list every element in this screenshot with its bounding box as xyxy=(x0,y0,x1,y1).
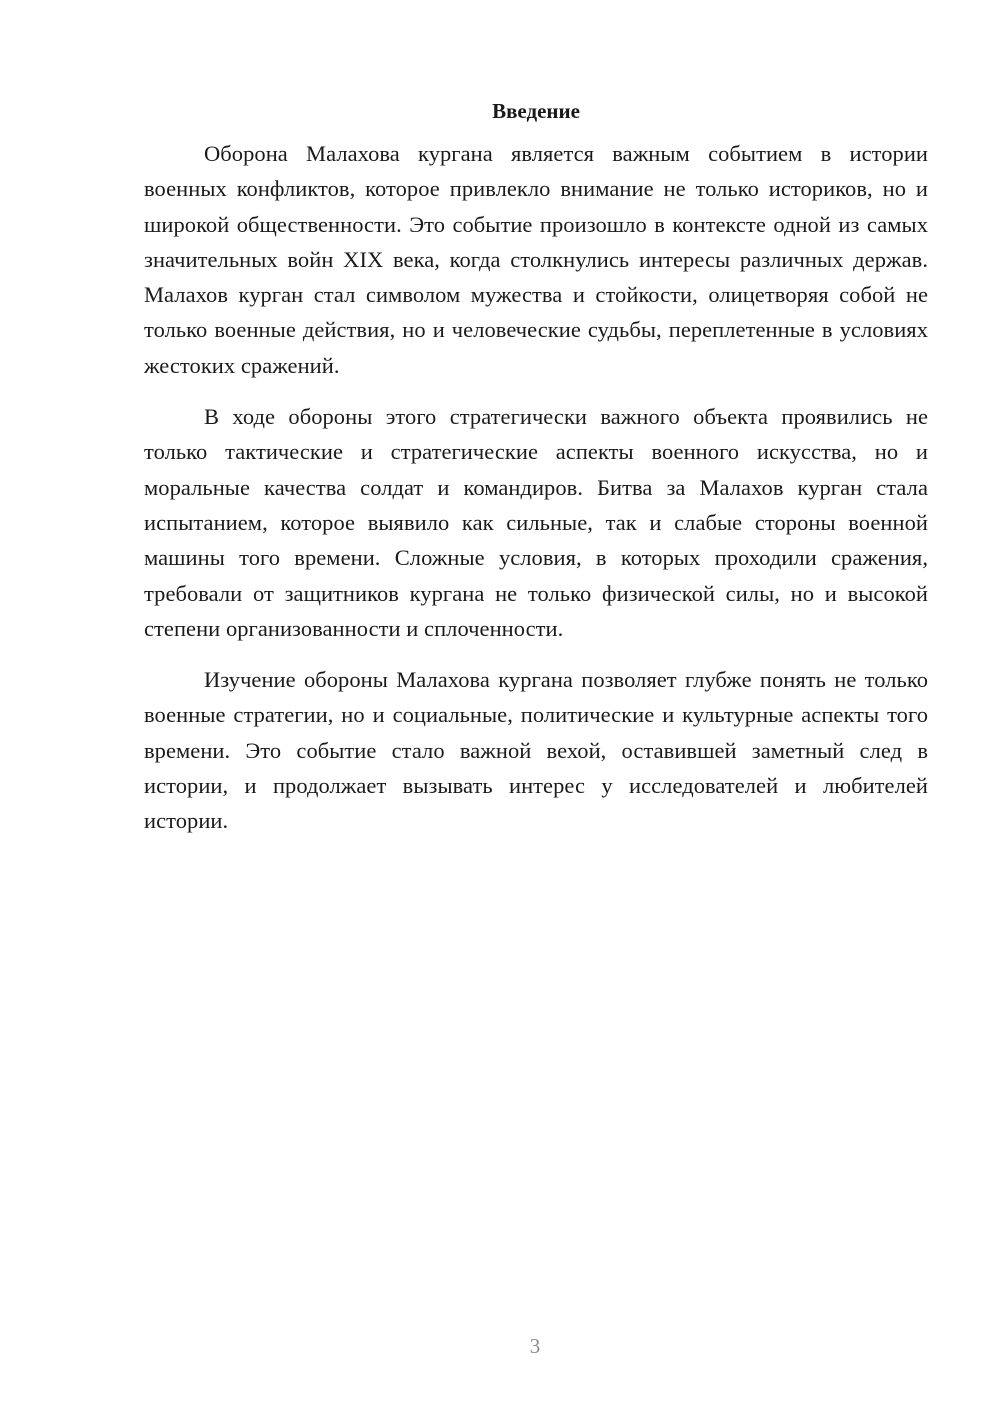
paragraph-1: Оборона Малахова кургана является важным событием в истории военных конфликтов, которое привлекло внимание не только историков, но и широкой общественности. Это событие произошло в контексте одной из самых значительных войн XIX века, когда столкнулись интересы различных держав. Малахов курган стал символом мужества и стойкости, олицетворяя собой не только военные действия, но и человеческие судьбы, переплетенные в условиях жестоких сражений. xyxy=(144,141,928,378)
page-content xyxy=(144,96,928,855)
paragraph-2: В ходе обороны этого стратегически важного объекта проявились не только тактические и стратегические аспекты военного искусства, но и моральные качества солдат и командиров. Битва за Малахов курган стала испытанием, которое выявило как сильные, так и слабые стороны военной машины того времени. Сложные условия, в которых проходили сражения, требовали от защитников кургана не только физической силы, но и высокой степени организованности и сплоченности. xyxy=(144,404,928,641)
paragraph-3: Изучение обороны Малахова кургана позволяет глубже понять не только военные стратегии, но и социальные, политические и культурные аспекты того времени. Это событие стало важной вехой, оставившей заметный след в истории, и продолжает вызывать интерес у исследователей и любителей истории. xyxy=(144,667,928,834)
page-number: 3 xyxy=(529,1334,541,1358)
section-title: Введение xyxy=(492,99,580,123)
